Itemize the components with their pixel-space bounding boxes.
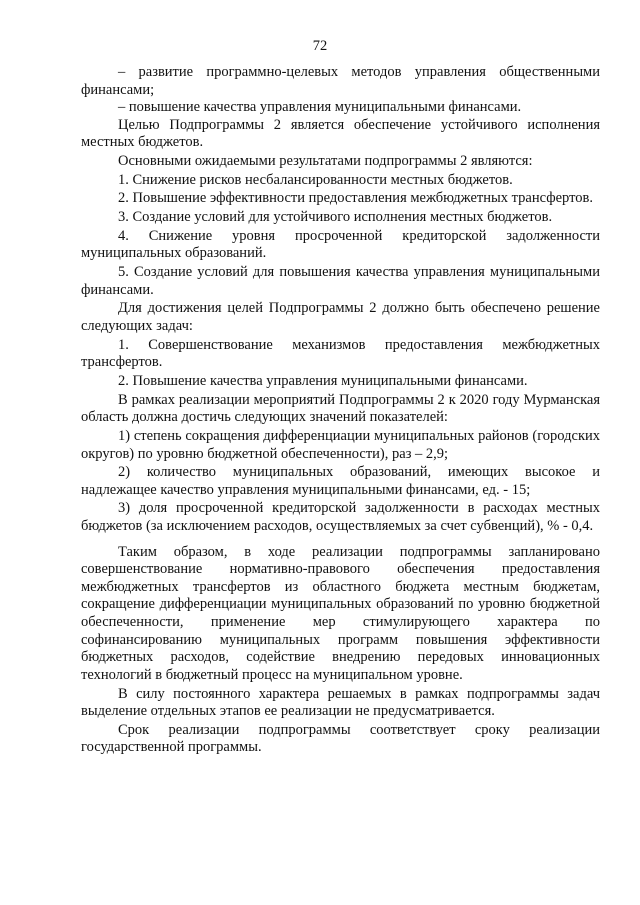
task-item-1: 1. Совершенствование механизмов предоставления межбюджетных трансфертов. [81, 336, 600, 371]
paragraph-tasks-intro: Для достижения целей Подпрограммы 2 должно быть обеспечено решение следующих задач: [81, 300, 600, 334]
paragraph-indicators-intro: В рамках реализации мероприятий Подпрограммы 2 к 2020 году Мурманская область должна достичь следующих значений показателей: [81, 391, 600, 426]
indicator-item-2: 2) количество муниципальных образований, имеющих высокое и надлежащее качество управления муниципальными финансами, ед. - 15; [81, 464, 600, 498]
paragraph-stages: В силу постоянного характера решаемых в рамках подпрограммы задач выделение отдельных этапов ее реализации не предусматривается. [81, 685, 600, 720]
document-body [81, 64, 600, 758]
bullet-1: – развитие программно-целевых методов управления общественными финансами; [81, 64, 600, 98]
indicator-item-3: 3) доля просроченной кредиторской задолженности в расходах местных бюджетов (за исключением расходов, осуществляемых за счет субвенций), % - 0,4. [81, 500, 600, 535]
paragraph-term: Срок реализации подпрограммы соответствует сроку реализации государственной программы. [81, 721, 600, 756]
result-item-2: 2. Повышение эффективности предоставления межбюджетных трансфертов. [118, 190, 593, 207]
paragraph-results-intro: Основными ожидаемыми результатами подпрограммы 2 являются: [118, 153, 533, 170]
result-item-3: 3. Создание условий для устойчивого исполнения местных бюджетов. [118, 209, 553, 226]
paragraph-goal: Целью Подпрограммы 2 является обеспечение устойчивого исполнения местных бюджетов. [81, 116, 600, 151]
result-item-4: 4. Снижение уровня просроченной кредиторской задолженности муниципальных образований. [81, 227, 600, 262]
result-item-1: 1. Снижение рисков несбалансированности местных бюджетов. [118, 171, 513, 188]
bullet-2: – повышение качества управления муниципальными финансами. [118, 99, 522, 116]
result-item-5: 5. Создание условий для повышения качества управления муниципальными финансами. [81, 264, 600, 298]
paragraph-summary: Таким образом, в ходе реализации подпрограммы запланировано совершенствование нормативно-правового обеспечения предоставления межбюджетных трансфертов из областного бюджета местным бюджетам, сокращение дифференциации муниципальных образований по уровню бюджетной обеспеченности, применение мер стимулирующего характера по софинансированию муниципальных программ повышения эффективности бюджетных расходов, содействие внедрению передовых инновационных технологий в бюджетный процесс на муниципальном уровне. [81, 543, 600, 683]
page-number: 72 [312, 38, 328, 54]
indicator-item-1: 1) степень сокращения дифференциации муниципальных районов (городских округов) по уровню бюджетной обеспеченности), раз – 2,9; [81, 427, 600, 462]
task-item-2: 2. Повышение качества управления муниципальными финансами. [118, 372, 528, 389]
